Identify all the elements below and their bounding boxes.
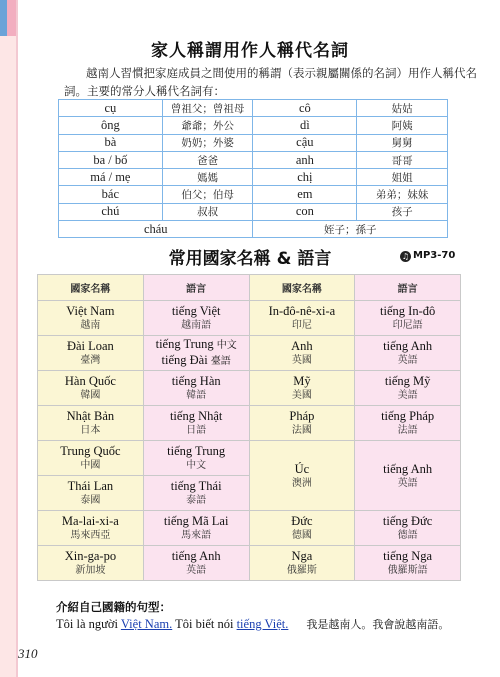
country-cell: Thái Lan 泰國 <box>38 476 144 511</box>
example-link-country[interactable]: Việt Nam. <box>120 617 173 631</box>
language-cell: tiếng Nga 俄羅斯語 <box>355 546 461 581</box>
table-row <box>59 186 448 203</box>
kinship-meaning-cell: 弟弟；妹妹 <box>357 186 448 203</box>
language-cell: tiếng Thái 泰語 <box>143 476 249 511</box>
country-cell: Hàn Quốc 韓國 <box>38 371 144 406</box>
kinship-term-cell: chị <box>253 169 357 186</box>
kinship-meaning-cell: 曾祖父；曾祖母 <box>162 100 253 117</box>
table-row <box>38 441 461 476</box>
kinship-term-cell: dì <box>253 117 357 134</box>
kinship-meaning-cell: 爺爺；外公 <box>162 117 253 134</box>
kinship-meaning-cell: 姪子；孫子 <box>253 221 448 238</box>
kinship-term-cell: cậu <box>253 134 357 151</box>
country-cell: Anh 英國 <box>249 336 355 371</box>
country-cell: Xin-ga-po 新加坡 <box>38 546 144 581</box>
language-cell: tiếng Đức 德語 <box>355 511 461 546</box>
example-link-language[interactable]: tiếng Việt. <box>236 617 289 631</box>
kinship-term-cell: em <box>253 186 357 203</box>
language-cell: tiếng Hàn 韓語 <box>143 371 249 406</box>
section-title-kinship: 家人稱謂用作人稱代名詞 <box>151 41 349 61</box>
kinship-term-cell: con <box>253 203 357 220</box>
language-cell: tiếng Pháp 法語 <box>355 406 461 441</box>
language-cell: tiếng Trung 中文 tiếng Đài 臺語 <box>143 336 249 371</box>
country-cell: In-đô-nê-xi-a 印尼 <box>249 301 355 336</box>
country-cell: Ma-lai-xi-a 馬來西亞 <box>38 511 144 546</box>
kinship-term-cell: bà <box>59 134 163 151</box>
kinship-meaning-cell: 哥哥 <box>357 151 448 168</box>
language-cell: tiếng Anh 英語 <box>143 546 249 581</box>
country-cell: Nga 俄羅斯 <box>249 546 355 581</box>
table-row <box>59 134 448 151</box>
header-country-2: 國家名稱 <box>249 275 355 301</box>
kinship-meaning-cell: 姐姐 <box>357 169 448 186</box>
table-row <box>38 336 461 371</box>
header-language-1: 語言 <box>143 275 249 301</box>
table-row <box>59 151 448 168</box>
side-tab-pink-mark <box>7 0 16 36</box>
page-side-tab <box>0 0 16 677</box>
country-cell: Đức 德國 <box>249 511 355 546</box>
intro-line-2: 詞。主要的常分人稱代名詞有： <box>64 84 225 98</box>
mp3-track-label[interactable] <box>400 250 455 262</box>
country-cell: Việt Nam 越南 <box>38 301 144 336</box>
table-row <box>38 301 461 336</box>
kinship-meaning-cell: 爸爸 <box>162 151 253 168</box>
table-row <box>38 546 461 581</box>
country-cell: Trung Quốc 中國 <box>38 441 144 476</box>
section-title-countries: 常用國家名稱 & 語言 <box>168 249 332 269</box>
language-cell: tiếng Anh 英語 <box>355 441 461 511</box>
intro-line-1: 越南人習慣把家庭成員之間使用的稱謂（表示親屬關係的名詞）用作人稱代名 <box>86 66 477 80</box>
country-cell: Mỹ 美國 <box>249 371 355 406</box>
country-cell: Úc 澳洲 <box>249 441 355 511</box>
example-translation: 我是越南人。我會說越南語。 <box>306 618 450 631</box>
kinship-meaning-cell: 奶奶；外婆 <box>162 134 253 151</box>
sentence-pattern-title: 介紹自己國籍的句型： <box>56 600 171 614</box>
kinship-meaning-cell: 叔叔 <box>162 203 253 220</box>
kinship-meaning-cell: 孩子 <box>357 203 448 220</box>
kinship-term-cell: ông <box>59 117 163 134</box>
language-cell: tiếng Nhật 日語 <box>143 406 249 441</box>
kinship-table <box>58 99 448 238</box>
table-row <box>59 221 448 238</box>
example-text: Tôi biết nói <box>172 617 237 631</box>
kinship-term-cell: cụ <box>59 100 163 117</box>
kinship-term-cell: ba / bố <box>59 151 163 168</box>
table-row <box>59 203 448 220</box>
table-row <box>59 117 448 134</box>
countries-header-row <box>38 275 461 301</box>
table-row <box>38 371 461 406</box>
kinship-meaning-cell: 伯父；伯母 <box>162 186 253 203</box>
table-row <box>38 511 461 546</box>
side-tab-divider <box>16 0 18 677</box>
kinship-meaning-cell: 阿姨 <box>357 117 448 134</box>
kinship-term-cell: cô <box>253 100 357 117</box>
header-language-2: 語言 <box>355 275 461 301</box>
kinship-meaning-cell: 媽媽 <box>162 169 253 186</box>
kinship-meaning-cell: 舅舅 <box>357 134 448 151</box>
table-row <box>59 100 448 117</box>
language-cell: tiếng In-đô 印尼語 <box>355 301 461 336</box>
country-cell: Pháp 法國 <box>249 406 355 441</box>
kinship-term-cell: cháu <box>59 221 253 238</box>
country-cell: Nhật Bản 日本 <box>38 406 144 441</box>
language-cell: tiếng Trung 中文 <box>143 441 249 476</box>
kinship-meaning-cell: 姑姑 <box>357 100 448 117</box>
country-cell: Đài Loan 臺灣 <box>38 336 144 371</box>
table-row <box>38 406 461 441</box>
table-row <box>59 169 448 186</box>
page-number: 310 <box>18 646 38 661</box>
mp3-track-number: MP3-70 <box>413 250 456 261</box>
language-cell: tiếng Mã Lai 馬來語 <box>143 511 249 546</box>
kinship-term-cell: bác <box>59 186 163 203</box>
kinship-term-cell: má / mẹ <box>59 169 163 186</box>
language-cell: tiếng Anh 英語 <box>355 336 461 371</box>
language-cell: tiếng Việt 越南語 <box>143 301 249 336</box>
sentence-pattern-example <box>56 616 449 632</box>
countries-table <box>37 274 461 581</box>
kinship-term-cell: chú <box>59 203 163 220</box>
intro-paragraph <box>64 64 477 100</box>
example-text: Tôi là người <box>56 617 121 631</box>
language-cell: tiếng Mỹ 美語 <box>355 371 461 406</box>
header-country-1: 國家名稱 <box>38 275 144 301</box>
kinship-term-cell: anh <box>253 151 357 168</box>
side-tab-blue-mark <box>0 0 7 36</box>
headphones-icon: ♫ <box>401 252 410 261</box>
